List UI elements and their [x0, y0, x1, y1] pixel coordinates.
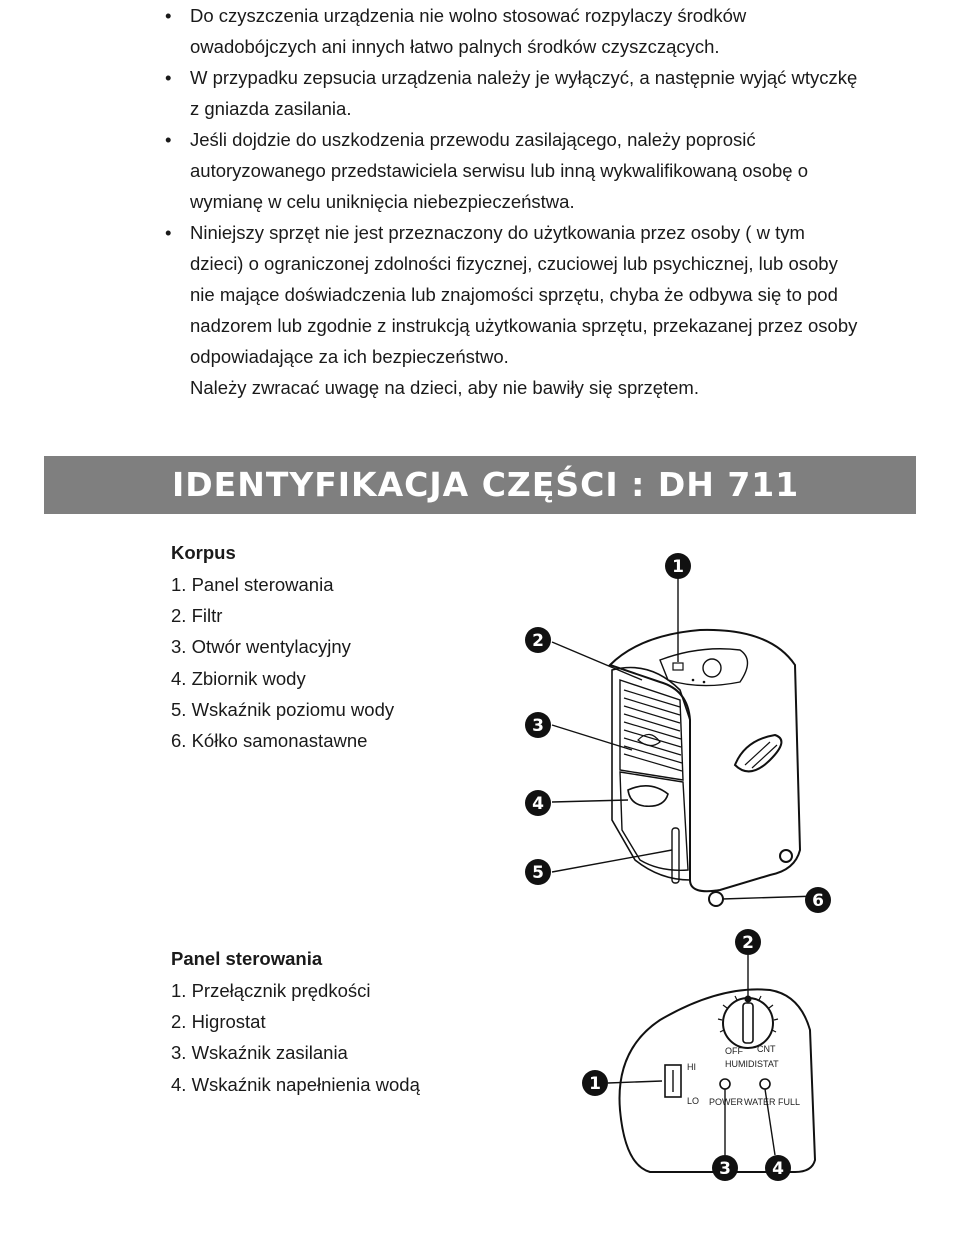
note-line: Jeśli dojdzie do uszkodzenia przewodu zasilającego, należy poprosić [190, 129, 756, 150]
note-line: odpowiadające za ich bezpieczeństwo. [190, 346, 509, 367]
callout-badge [525, 790, 551, 816]
callout-badge [735, 929, 761, 955]
note-line: nie mające doświadczenia lub znajomości sprzętu, chyba że odbywa się to pod [190, 284, 838, 305]
callout-number: 3 [719, 1159, 731, 1179]
list-item: 3. Otwór wentylacyjny [171, 636, 351, 658]
list-item: 1. Panel sterowania [171, 574, 334, 595]
callout-badge [805, 887, 831, 913]
list-item: 6. Kółko samonastawne [171, 730, 368, 752]
power-indicator-icon [720, 1079, 730, 1089]
callout-badge [582, 1070, 608, 1096]
bullet-icon: • [165, 129, 172, 150]
list-item: 2. Higrostat [171, 1011, 266, 1033]
section-banner-title: IDENTYFIKACJA CZĘŚCI : DH 711 [172, 465, 800, 504]
callout-number: 1 [672, 557, 684, 577]
dehumidifier-diagram [552, 578, 818, 906]
list-item: 4. Wskaźnik napełnienia wodą [171, 1073, 420, 1095]
callout-number: 4 [772, 1159, 784, 1179]
note-line: dzieci) o ograniczonej zdolności fizycznej, czuciowej lub psychicznej, lub osoby [190, 253, 838, 274]
callout-badge [525, 712, 551, 738]
note-line: owadobójczych ani innych łatwo palnych środków czyszczących. [190, 36, 720, 57]
lo-label: LO [687, 1096, 700, 1106]
callout-badge [712, 1155, 738, 1181]
panel-parts-title: Panel sterowania [171, 948, 323, 969]
bullet-icon: • [165, 67, 172, 88]
cnt-label: CNT [757, 1044, 776, 1054]
note-line: autoryzowanego przedstawiciela serwisu lub inną wykwalifikowaną osobę o [190, 160, 809, 181]
callout-number: 3 [532, 716, 544, 736]
vent-grille [624, 690, 682, 771]
callout-badge [765, 1155, 791, 1181]
callout-badge [665, 553, 691, 579]
callout-number: 1 [589, 1074, 601, 1094]
note-line: nadzorem lub zgodnie z instrukcją użytkowania sprzętu, przekazanej przez osoby [190, 315, 858, 336]
control-panel-diagram [582, 929, 815, 1181]
callout-number: 2 [742, 933, 754, 953]
list-item: 5. Wskaźnik poziomu wody [171, 698, 395, 720]
caster-wheel [709, 892, 723, 906]
body-parts-title: Korpus [171, 542, 236, 563]
bullet-icon: • [165, 5, 172, 26]
note-line: z gniazda zasilania. [190, 98, 352, 119]
water-full-label: WATER FULL [744, 1097, 801, 1107]
note-line: W przypadku zepsucia urządzenia należy je wyłączyć, a następnie wyjąć wtyczkę [190, 67, 858, 88]
note-line: Do czyszczenia urządzenia nie wolno stosować rozpylaczy środków [190, 5, 747, 26]
power-label: POWER [709, 1097, 744, 1107]
callout-badge [525, 627, 551, 653]
callout-number: 6 [812, 891, 824, 911]
humidistat-label: HUMIDISTAT [725, 1059, 779, 1069]
callout-number: 2 [532, 631, 544, 651]
note-line: Należy zwracać uwagę na dzieci, aby nie bawiły się sprzętem. [190, 377, 699, 398]
note-line: Niniejszy sprzęt nie jest przeznaczony do użytkowania przez osoby ( w tym [190, 222, 805, 243]
callout-number: 5 [532, 863, 544, 883]
callout-number: 4 [532, 794, 544, 814]
hi-label: HI [687, 1062, 696, 1072]
bullet-icon: • [165, 222, 172, 243]
note-line: wymianę w celu uniknięcia niebezpieczeństwa. [190, 191, 575, 212]
callout-badge [525, 859, 551, 885]
water-full-indicator-icon [760, 1079, 770, 1089]
list-item: 2. Filtr [171, 605, 223, 627]
list-item: 1. Przełącznik prędkości [171, 980, 371, 1001]
list-item: 3. Wskaźnik zasilania [171, 1042, 348, 1064]
off-label: OFF [725, 1046, 743, 1056]
caster-wheel [780, 850, 792, 862]
list-item: 4. Zbiornik wody [171, 667, 306, 689]
